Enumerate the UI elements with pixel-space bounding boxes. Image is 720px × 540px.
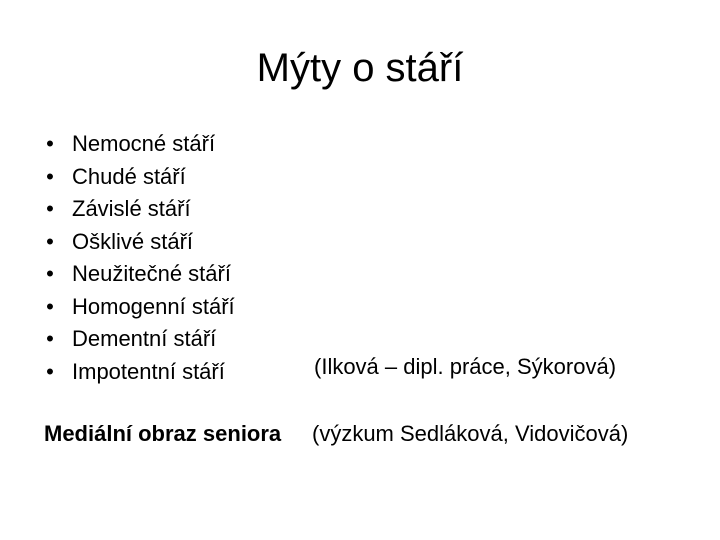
list-item-label: Impotentní stáří — [72, 358, 225, 384]
citation: (Ilková – dipl. práce, Sýkorová) — [314, 354, 617, 379]
bullet-icon: • — [46, 163, 54, 189]
list-item — [44, 291, 235, 324]
bullet-icon: • — [46, 228, 54, 254]
media-study-citation: (výzkum Sedláková, Vidovičová) — [312, 421, 629, 446]
bullet-icon: • — [46, 293, 54, 319]
list-item-label: Chudé stáří — [72, 163, 186, 189]
list-item-label: Závislé stáří — [72, 196, 191, 221]
list-item — [44, 161, 235, 194]
myths-list — [44, 128, 235, 388]
list-item — [44, 258, 235, 291]
slide-title: Mýty o stáří — [256, 46, 464, 90]
list-item — [44, 226, 235, 259]
bullet-icon: • — [46, 131, 54, 156]
list-item — [44, 193, 235, 226]
bullet-icon: • — [46, 196, 54, 221]
media-image-label: Mediální obraz seniora — [44, 421, 282, 446]
list-item-label: Ošklivé stáří — [72, 228, 194, 254]
bullet-icon: • — [46, 261, 54, 286]
list-item-label: Neužitečné stáří — [72, 261, 231, 286]
bullet-icon: • — [46, 358, 54, 384]
list-item — [44, 323, 235, 356]
list-item — [44, 356, 235, 389]
list-item-label: Homogenní stáří — [72, 293, 235, 319]
bullet-icon: • — [46, 326, 54, 351]
media-image-line — [44, 418, 629, 450]
list-item-label: Nemocné stáří — [72, 131, 216, 156]
list-item — [44, 128, 235, 161]
list-item-label: Dementní stáří — [72, 326, 217, 351]
